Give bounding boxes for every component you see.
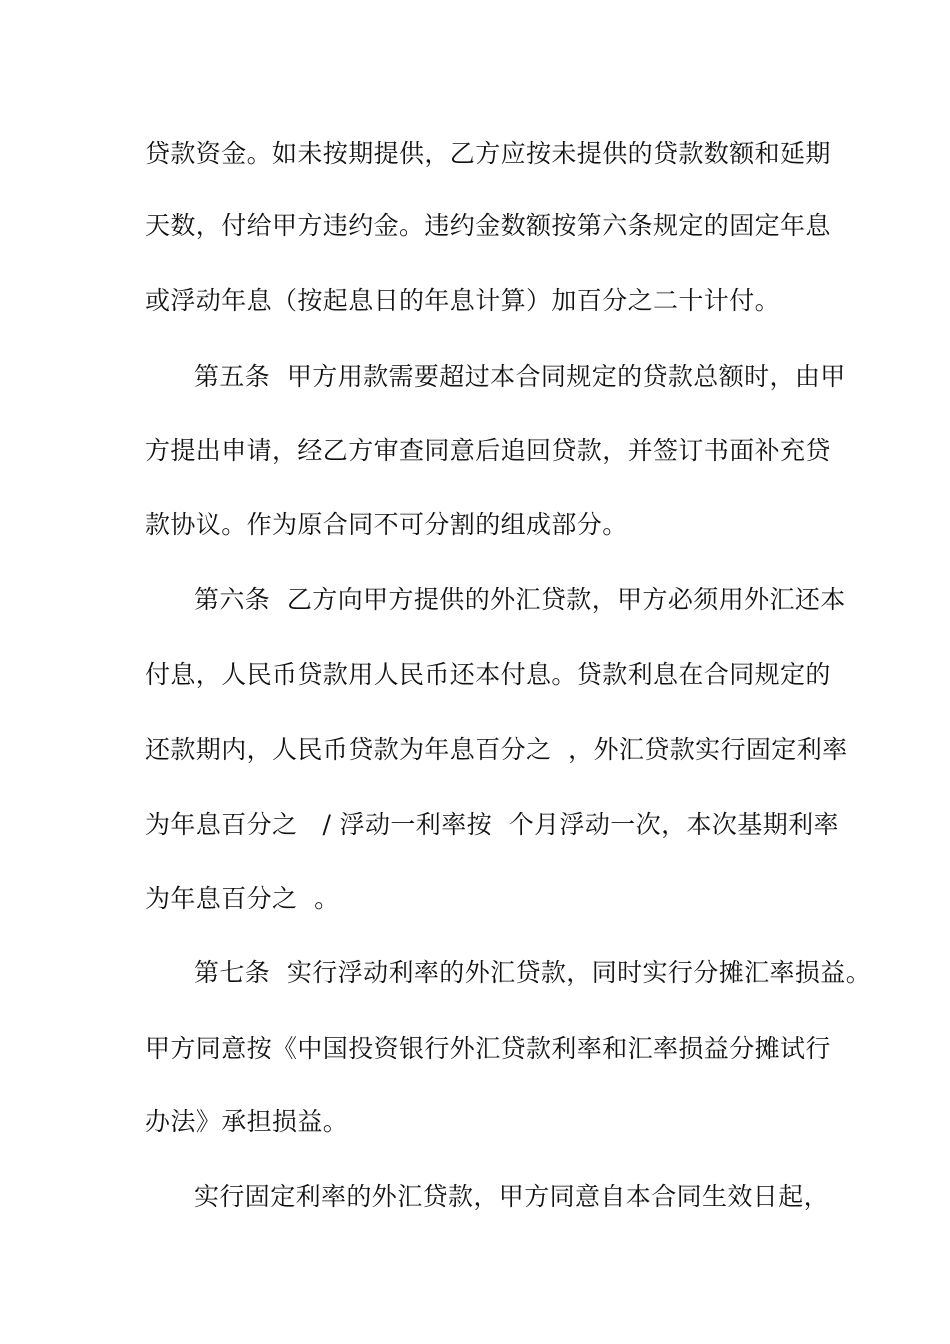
paragraph-start-fixed-rate: 实行固定利率的外汇贷款，甲方同意自本合同生效日起， bbox=[194, 1182, 830, 1211]
text-line: 方提出申请，经乙方审查同意后追回贷款，并签订书面补充贷 bbox=[145, 436, 831, 465]
paragraph-start-article-7: 第七条 实行浮动利率的外汇贷款，同时实行分摊汇率损益。 bbox=[194, 958, 872, 987]
text-line: 为年息百分之 。 bbox=[145, 884, 340, 913]
text-line: 天数，付给甲方违约金。违约金数额按第六条规定的固定年息 bbox=[145, 211, 831, 240]
text-line: 贷款资金。如未按期提供，乙方应按未提供的贷款数额和延期 bbox=[145, 139, 831, 168]
paragraph-start-article-5: 第五条 甲方用款需要超过本合同规定的贷款总额时，由甲 bbox=[194, 362, 846, 391]
text-line: 还款期内，人民币贷款为年息百分之 ，外汇贷款实行固定利率 bbox=[145, 735, 848, 764]
paragraph-start-article-6: 第六条 乙方向甲方提供的外汇贷款，甲方必须用外汇还本 bbox=[194, 585, 846, 614]
text-line: 为年息百分之 / 浮动一利率按 个月浮动一次，本次基期利率 bbox=[145, 810, 839, 839]
text-line: 或浮动年息（按起息日的年息计算）加百分之二十计付。 bbox=[145, 286, 781, 315]
text-line: 付息，人民币贷款用人民币还本付息。贷款利息在合同规定的 bbox=[145, 660, 831, 689]
text-line: 甲方同意按《中国投资银行外汇贷款利率和汇率损益分摊试行 bbox=[145, 1034, 831, 1063]
text-line: 办法》承担损益。 bbox=[145, 1107, 349, 1136]
text-line: 款协议。作为原合同不可分割的组成部分。 bbox=[145, 510, 628, 539]
